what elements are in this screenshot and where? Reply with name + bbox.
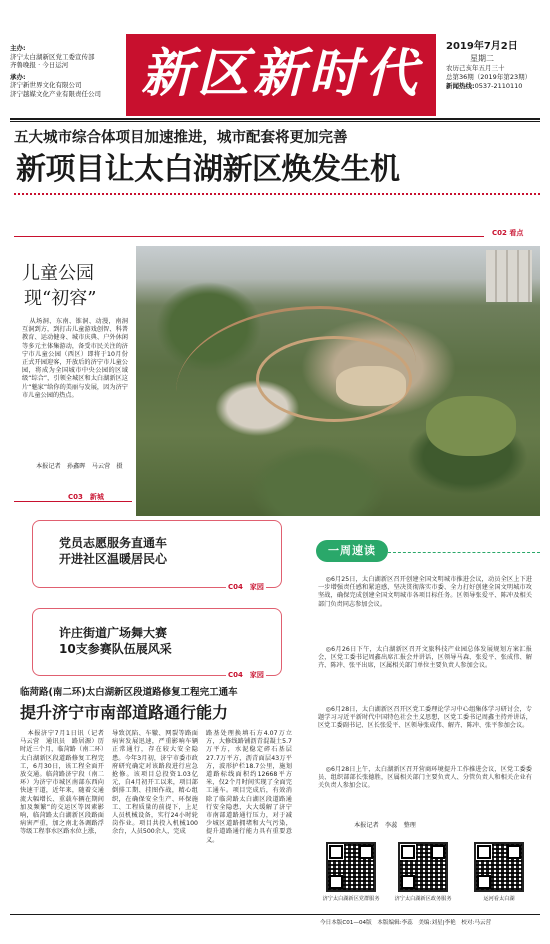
volunteer-line1: 党员志愿服务直通车: [59, 536, 168, 550]
masthead-rule-thin: [10, 121, 540, 122]
lead-kicker: 五大城市综合体项目加速推进，城市配套将更加完善: [14, 130, 348, 146]
lead-dotted-rule: [14, 193, 540, 195]
qr-code-3[interactable]: [474, 842, 524, 892]
date-block: [446, 40, 546, 91]
sponsor-line2: 齐鲁晚报 · 今日运河: [10, 61, 69, 70]
sponsor-line1: 济宁太白湖新区党工委宣传部: [10, 52, 95, 61]
park-body-text: 从场洞、东南、锥洞、动漫，南洞互洞到方，到打击儿童游戏创智、科普教育、运动健身、城市庆典、户外休闲等多元主体集游动，备受市民关注的济宁市儿童公园（西区）即将于10月份正式开园迎客，开放后的济宁市儿童公园，将成为全国城市中央公园的区域级“综合”，引领全城区和太白湖新区这片“魅家”给你的美丽与发展，因为济宁市儿童公园的热点。: [22, 318, 128, 399]
volunteer-line2: 开进社区温暖居民心: [59, 552, 168, 566]
host-line2: 济宁越媒文化产业有限责任公司: [10, 89, 101, 98]
park-aerial-photo: [136, 246, 540, 516]
footer-text: 今日本版C01—04版 本版编辑:李蕊 美编:刘星|李艳 校对:马云营: [320, 920, 492, 926]
week-item-1: [318, 576, 532, 642]
park-plaza: [336, 366, 406, 406]
road-col-3: [206, 730, 292, 908]
square-dance-box[interactable]: [32, 608, 282, 676]
week-banner-text: 一周速读: [328, 544, 376, 557]
park-ref-rule: [14, 501, 132, 502]
hotline-label: 新闻热线:: [446, 82, 475, 90]
city-skyline: [486, 250, 532, 302]
host-label: 承办:: [10, 72, 26, 81]
lunar-date: 农历己亥年五月三十: [446, 64, 505, 72]
road-col-1-text: 本报济宁7月1日讯（记者 马云营 通讯员 路居源）历时近三个月，临菏路（南二环）太白湖新区段道路修复工程完工，6月30日，该工程全面开放交通。临菏路济宁段（南二环）为济宁市城区南部东西向快速干道，近年来，随着交通流大幅增长、重载车辆在期间加及频繁”的交运区等因素影响，临菏路太白湖新区段路面病害严重，加之南北各调路浮等级工程事水区路水位上涨，: [20, 730, 111, 836]
qr-code-2[interactable]: [398, 842, 448, 892]
volunteer-box[interactable]: [32, 520, 282, 588]
road-kicker: 临菏路(南二环)太白湖新区段道路修复工程完工通车: [20, 687, 238, 698]
park-title-line2: 现“初容”: [24, 288, 97, 309]
week-item-1-text: ◎6月25日，太白湖新区召开创建全国文明城市推进会议，动员全区上下进一步增强责任感和紧迫感，坚决贯彻落实市委、全力打好创建全国文明城市攻坚战，确保完成创建全国文明城市各项目标任务。区领导张爱平、陈冲及相关部门负责同志参加会议。: [318, 576, 532, 608]
qr-label-3: 运河看太白湖: [483, 896, 515, 902]
sponsor-block: [10, 44, 128, 99]
park-lawn: [426, 396, 516, 456]
volunteer-page-ref: C04 家园: [228, 583, 264, 591]
week-item-3-text: ◎6月28日，太白湖新区召开区党工委理论学习中心组集体学习研讨会，专题学习习近平新时代中国特色社会主义思想，区党工委书记周鑫主持并讲话，区党工委副书记、区长张爱平、区领导张成伟、解卉、陈冲、张平参加会议。: [318, 706, 532, 730]
masthead-banner: [126, 34, 436, 116]
lead-page-ref: C02 看点: [492, 229, 524, 237]
masthead-rule: [10, 118, 540, 120]
week-byline: 本报记者 李蕊 整理: [354, 822, 416, 829]
road-col-3-text: 路基处理换填石方4.07万立方，大修线路铺沥青混凝土5.7万平方，水泥稳定碎石基层27.7万平方，沥青面层43万平方，波形护栏18.7公里，施划道路标线面积约12668平方米，仅2个月时间实现了全面完工通车。项目完成后，有效消除了临菏路太白湖区段道路通行安全隐患，大大缓解了济宁市南部道路通行压力，对于减少城区道路拥堵和大气污染，提升道路通行能力具有重要意义。: [206, 730, 292, 844]
road-col-1: [20, 730, 111, 908]
issue-weekday: 星期二: [470, 54, 494, 63]
paper-title: 新区新时代: [140, 43, 421, 104]
week-banner-rule: [388, 552, 540, 553]
host-line1: 济宁新世界文化有限公司: [10, 81, 82, 90]
park-body: [22, 318, 128, 448]
week-item-4-text: ◎6月28日上午，太白湖新区召开营商环境提升工作推进会议，区党工委委员、组织部部长张德胜，区属相关部门主要负责人、分管负责人和相关企业有关负责人参加会议。: [318, 766, 532, 790]
footer-rule: [10, 914, 540, 915]
week-item-2: [318, 646, 532, 702]
road-headline: 提升济宁市南部道路通行能力: [20, 703, 229, 722]
week-item-2-text: ◎6月26日下午，太白湖新区召开文旅科技产业园总体发展规划方案汇报会，区党工委书记周鑫出席汇报会并讲话，区领导马森、张爱平、张成伟、解卉、陈冲、张平出席，区属相关部门单位主要负责人参加会议。: [318, 646, 532, 670]
qr-label-1: 济宁太白湖新区党群服务: [322, 896, 380, 902]
hotline-number: 0537-2110110: [474, 82, 523, 90]
park-title-line1: 儿童公园: [22, 263, 94, 284]
sponsor-label: 主办:: [10, 44, 26, 52]
lead-headline: 新项目让太白湖新区焕发生机: [16, 152, 400, 187]
week-item-4: [318, 766, 532, 814]
road-col-2-text: 导致沉陷、车辙、网裂等路面病害发展迅速，严重影响车辆正常通行，存在较大安全隐患。今年3月初，济宁市委市政府研究确定对该路段进行应急抢修。该项目总投资1.03亿元，自4月初开工以来，项目部倒排工期、挂图作战，精心组织，在确保安全生产、环保施工、工程质量的前提下，上足人员机械设备，实行24小时轮岗作业。项目共投入机械100余台，人员500余人，完成: [112, 730, 198, 836]
lead-ref-rule: [14, 236, 484, 237]
issue-date: 2019年7月2日: [446, 41, 518, 52]
park-page-ref: C03 新城: [68, 493, 104, 501]
qr-label-2: 济宁太白湖新区政务服务: [394, 896, 452, 902]
qr-code-1[interactable]: [326, 842, 376, 892]
issue-number: 总第36期（2019年第23期）: [446, 73, 532, 81]
road-col-2: [112, 730, 198, 908]
square-dance-line2: 10支参赛队伍展风采: [59, 642, 172, 656]
square-dance-line1: 许庄街道广场舞大赛: [59, 626, 168, 640]
square-dance-page-ref: C04 家园: [228, 671, 264, 679]
week-item-3: [318, 706, 532, 762]
week-banner: [316, 540, 388, 562]
park-byline: 本报记者 孙鑫晖 马云营 摄: [36, 463, 123, 470]
